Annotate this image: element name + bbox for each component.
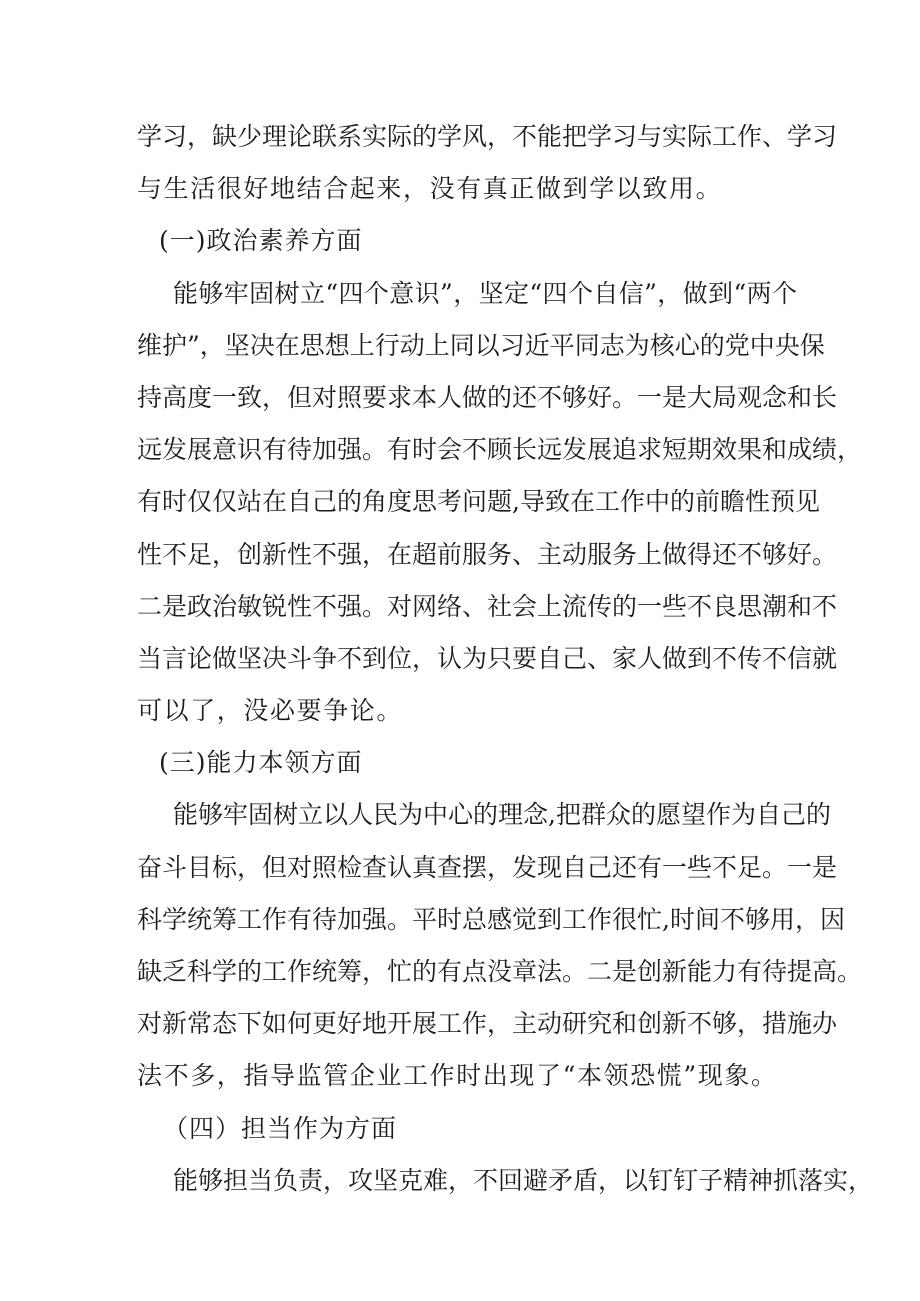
paragraph-line: 与生活很好地结合起来，没有真正做到学以致用。 bbox=[137, 174, 723, 204]
paragraph-line: 能够牢固树立以人民为中心的理念,把群众的愿望作为自己的 bbox=[173, 800, 831, 830]
paragraph-line: 缺乏科学的工作统筹，忙的有点没章法。二是创新能力有待提高。 bbox=[137, 957, 863, 986]
paragraph-line: 当言论做坚决斗争不到位，认为只要自己、家人做到不传不信就 bbox=[137, 643, 838, 673]
paragraph-line: 二是政治敏锐性不强。对网络、社会上流传的一些不良思潮和不 bbox=[137, 591, 838, 621]
section-heading-responsibility: （四）担当作为方面 bbox=[163, 1113, 398, 1143]
paragraph-line: 能够牢固树立“四个意识”，坚定“四个自信”，做到“两个 bbox=[173, 278, 797, 308]
section-heading-political: (一)政治素养方面 bbox=[159, 226, 363, 256]
document-body bbox=[137, 114, 874, 1210]
paragraph-line: 性不足，创新性不强，在超前服务、主动服务上做得还不够好。 bbox=[137, 539, 838, 569]
paragraph-line: 有时仅仅站在自己的角度思考问题,导致在工作中的前瞻性预见 bbox=[137, 487, 820, 517]
paragraph-line: 科学统筹工作有待加强。平时总感觉到工作很忙,时间不够用，因 bbox=[137, 904, 845, 934]
paragraph-line: 能够担当负责，攻坚克难，不回避矛盾，以钉钉子精神抓落实， bbox=[173, 1165, 874, 1195]
paragraph-line: 法不多，指导监管企业工作时出现了“本领恐慌”现象。 bbox=[137, 1061, 778, 1091]
section-heading-ability: (三)能力本领方面 bbox=[159, 748, 363, 778]
paragraph-line: 维护”，坚决在思想上行动上同以习近平同志为核心的党中央保 bbox=[137, 330, 825, 360]
paragraph-line: 奋斗目标，但对照检查认真查摆，发现自己还有一些不足。一是 bbox=[137, 852, 838, 882]
paragraph-line: 可以了，没必要争论。 bbox=[137, 696, 404, 726]
paragraph-line: 持高度一致，但对照要求本人做的还不够好。一是大局观念和长 bbox=[137, 382, 838, 412]
paragraph-line: 学习，缺少理论联系实际的学风，不能把学习与实际工作、学习 bbox=[137, 122, 838, 151]
paragraph-line: 远发展意识有待加强。有时会不顾长远发展追求短期效果和成绩， bbox=[137, 435, 863, 465]
paragraph-line: 对新常态下如何更好地开展工作，主动研究和创新不够，措施办 bbox=[137, 1009, 838, 1039]
